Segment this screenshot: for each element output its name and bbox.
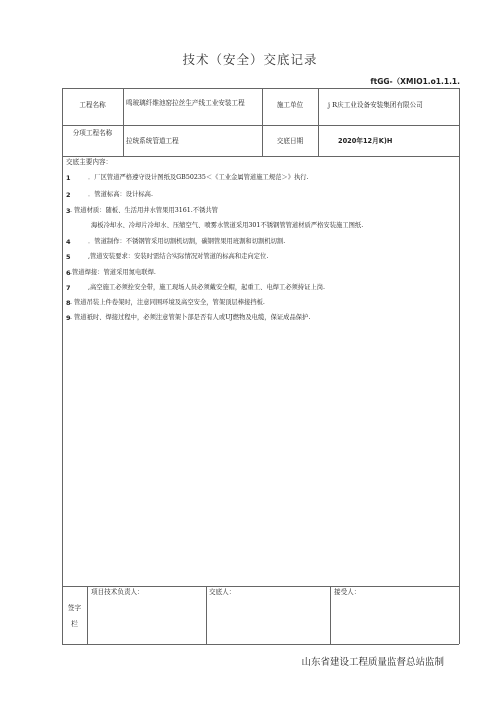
item-number: 9 bbox=[66, 314, 71, 322]
table-row-divider bbox=[62, 125, 459, 126]
item-number: 6 bbox=[66, 269, 71, 277]
table-col-divider bbox=[87, 586, 88, 644]
table-border-left bbox=[62, 88, 63, 644]
content-item: . 管道吊装上件卷架时，注意同围环境及高空安全，管架顶层棒接挡板. bbox=[70, 299, 265, 306]
contractor-value: j R庆工业设备安装集团有限公司 bbox=[328, 101, 423, 109]
signature-side-label: 签字 bbox=[67, 604, 82, 612]
item-number: 2 bbox=[66, 191, 71, 199]
item-number: 7 bbox=[66, 284, 71, 292]
document-number: ftGG-（XMIO1.o1.1.1. bbox=[370, 77, 460, 86]
table-border-top bbox=[62, 88, 459, 89]
content-item: ．管道制作：不锈钢管采用切割机切割，碳钢管果用班割和切割机切割. bbox=[88, 238, 286, 245]
item-number: 3 bbox=[66, 207, 71, 215]
content-heading: 交底主要内容： bbox=[66, 158, 113, 166]
date-label: 交底日期 bbox=[276, 137, 304, 145]
table-col-divider bbox=[318, 88, 319, 156]
page-title: 技术（安全）交底记录 bbox=[182, 52, 318, 67]
content-item: ,高空施工必须拴安全带，施工现场人员必须戴安全帽，起重工、电焊工必须持证上岗. bbox=[88, 284, 325, 291]
content-item: . 管道祇时、焊接过程中，必须注意管架卜部是否有人或UJ燃物及电缆，保证成品保护. bbox=[70, 314, 311, 321]
table-col-divider bbox=[330, 586, 331, 644]
content-item: ．厂区管道严格遵守设计图纸及GB50235＜《工业金属管道施工规范＞》执行. bbox=[88, 174, 309, 181]
footer-supervisor: 山东省建设工程质量监督总站监制 bbox=[301, 657, 444, 668]
item-number: 5 bbox=[66, 253, 71, 261]
content-item: ,管道安装要求：安装时需结合实际情况对管道的标高和走向定位. bbox=[88, 253, 269, 260]
content-item: ．管道标高：设计标高. bbox=[88, 191, 153, 198]
item-number: 4 bbox=[66, 238, 71, 246]
item-number: 8 bbox=[66, 299, 71, 307]
discloser-signature: 交底人： bbox=[209, 588, 236, 596]
table-row-divider bbox=[62, 586, 459, 587]
content-item: . 管道材质：随板、生活用井水管果用3161.不锈共管 bbox=[70, 207, 218, 214]
date-value: 2020年12月K)H bbox=[338, 137, 393, 145]
table-col-divider bbox=[206, 586, 207, 644]
content-item: 海板冷却水、冷却片冷却水、压缩空气、喷雾水管道采用301不锈钢管管道材质严格安装施工图纸. bbox=[91, 222, 364, 229]
item-number: 1 bbox=[66, 174, 71, 182]
contractor-label: 施工单位 bbox=[276, 101, 304, 109]
table-col-divider bbox=[123, 88, 124, 156]
table-row-divider bbox=[62, 156, 459, 157]
receiver-signature: 接受人： bbox=[334, 588, 361, 596]
sub-project-label: 分项工程名称 bbox=[72, 129, 113, 137]
table-border-right bbox=[459, 88, 460, 644]
signature-side-label: 栏 bbox=[71, 620, 78, 628]
table-border-bottom bbox=[62, 644, 459, 645]
content-item: .管道焊接：管道采用氮电联焊. bbox=[70, 269, 156, 276]
project-name-label: 工程名称 bbox=[79, 101, 106, 109]
tech-lead-signature: 项目技术负责人： bbox=[91, 588, 144, 596]
sub-project-value: 拉统系统管道工程 bbox=[126, 137, 179, 145]
project-name-value: 鸣玻璃纤维池窑拉丝生产线工业安装工程 bbox=[126, 99, 245, 107]
